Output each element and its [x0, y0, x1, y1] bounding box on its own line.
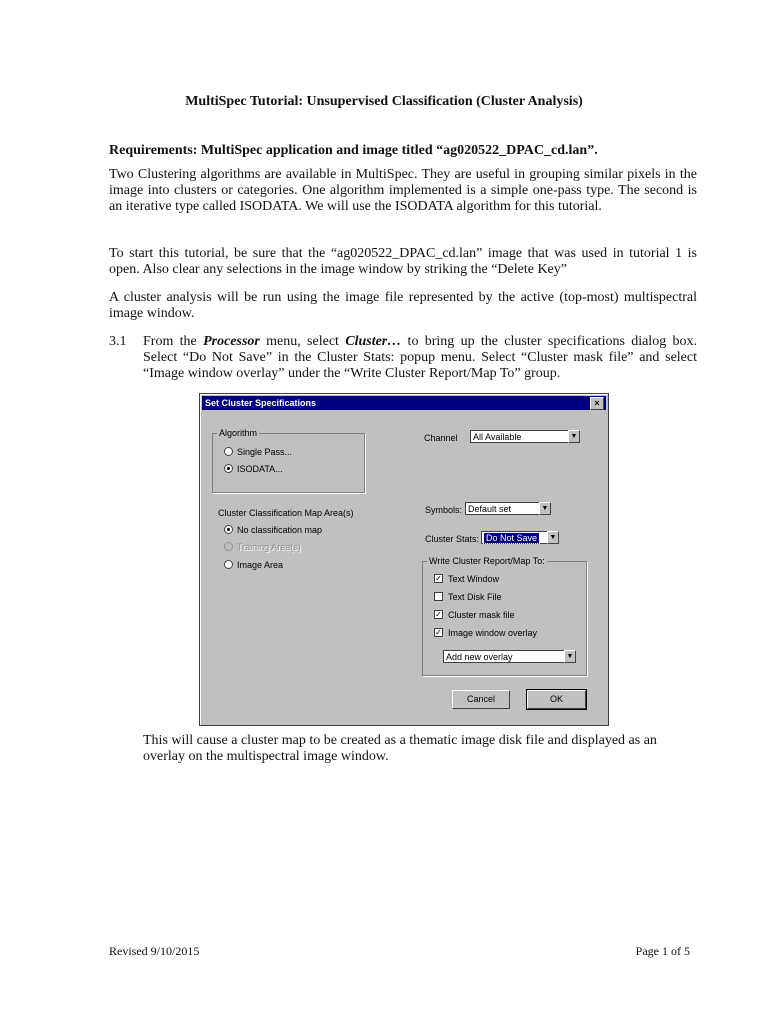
step-text-part3: to bring up the cluster specifications dialog box. Select “Do Not Save” in the Cluster Stats: popup menu. Select “Cluster mask file” and select “Image window overlay” under the “Write Cluster Report/Map To” group.	[143, 334, 698, 381]
requirements-line: Requirements: MultiSpec application and image titled “ag020522_DPAC_cd.lan”.	[109, 143, 598, 158]
step-number: 3.1	[109, 334, 127, 349]
intro-paragraph: Two Clustering algorithms are available in MultiSpec. They are useful in grouping similar pixels in the image into clusters or categories. One algorithm implemented is a simple one-pass type. The second is an iterative type called ISODATA. We will use the ISODATA algorithm for this tutorial.	[109, 167, 697, 214]
checkmark-icon: ✓	[435, 628, 442, 637]
checkbox-text-window[interactable]	[434, 574, 443, 583]
single-pass-label: Single Pass...	[237, 447, 293, 457]
channel-label: Channel	[424, 433, 458, 443]
image-area-label: Image Area	[237, 560, 284, 570]
checkbox-text-disk-file[interactable]	[434, 592, 443, 601]
processor-menu-name: Processor	[203, 334, 260, 349]
channel-select[interactable]	[470, 430, 580, 443]
symbols-value: Default set	[468, 504, 512, 514]
symbols-select[interactable]	[465, 502, 551, 515]
text-window-label: Text Window	[448, 574, 500, 584]
training-areas-label: Training Area(s)	[237, 542, 301, 552]
cluster-mask-file-label: Cluster mask file	[448, 610, 515, 620]
isodata-label: ISODATA...	[237, 464, 283, 474]
radio-isodata[interactable]	[224, 464, 233, 473]
symbols-label: Symbols:	[425, 505, 463, 515]
chevron-down-icon: ▼	[547, 531, 559, 544]
radio-training-areas	[224, 542, 233, 551]
write-group-legend: Write Cluster Report/Map To:	[429, 556, 545, 566]
image-window-overlay-label: Image window overlay	[448, 628, 538, 638]
dialog-titlebar	[202, 396, 606, 410]
chevron-down-icon: ▼	[564, 650, 576, 663]
radio-image-area[interactable]	[224, 560, 233, 569]
radio-single-pass[interactable]	[224, 447, 233, 456]
algorithm-group	[212, 428, 365, 493]
overlay-select[interactable]	[443, 650, 576, 663]
result-paragraph: This will cause a cluster map to be created as a thematic image disk file and displayed as an overlay on the multispectral image window.	[143, 733, 657, 764]
overlay-value: Add new overlay	[446, 652, 513, 662]
checkbox-image-window-overlay[interactable]	[434, 628, 443, 637]
revised-date: Revised 9/10/2015	[109, 944, 200, 958]
cluster-stats-select[interactable]	[481, 531, 559, 544]
analysis-paragraph: A cluster analysis will be run using the image file represented by the active (top-most) multispectral image window.	[109, 290, 697, 321]
set-cluster-specifications-dialog	[199, 393, 609, 726]
radio-no-classification-map[interactable]	[224, 525, 233, 534]
cluster-item-name: Cluster…	[345, 334, 402, 349]
step-text-part1: From the	[143, 334, 204, 349]
cluster-stats-value: Do Not Save	[486, 533, 538, 543]
cancel-button[interactable]: Cancel	[452, 690, 510, 709]
checkmark-icon: ✓	[435, 610, 442, 619]
dialog-title: Set Cluster Specifications	[205, 398, 317, 408]
close-icon[interactable]: ×	[590, 397, 604, 410]
channel-value: All Available	[473, 432, 522, 442]
setup-paragraph: To start this tutorial, be sure that the “ag020522_DPAC_cd.lan” image that was used in tutorial 1 is open. Also clear any selections in the image window by striking the “Delete Key”	[109, 246, 697, 277]
checkbox-cluster-mask-file[interactable]	[434, 610, 443, 619]
chevron-down-icon: ▼	[568, 430, 580, 443]
algorithm-legend: Algorithm	[219, 428, 258, 438]
ok-button[interactable]: OK	[527, 690, 586, 709]
cluster-stats-label: Cluster Stats:	[425, 534, 480, 544]
map-area-legend: Cluster Classification Map Area(s)	[218, 508, 354, 518]
no-classification-map-label: No classification map	[237, 525, 323, 535]
page-title: MultiSpec Tutorial: Unsupervised Classification (Cluster Analysis)	[185, 94, 583, 109]
step-text-part2: menu, select	[259, 334, 346, 349]
page-number: Page 1 of 5	[635, 944, 690, 958]
checkmark-icon: ✓	[435, 574, 442, 583]
chevron-down-icon: ▼	[539, 502, 551, 515]
text-disk-file-label: Text Disk File	[448, 592, 502, 602]
step-text	[143, 334, 697, 382]
